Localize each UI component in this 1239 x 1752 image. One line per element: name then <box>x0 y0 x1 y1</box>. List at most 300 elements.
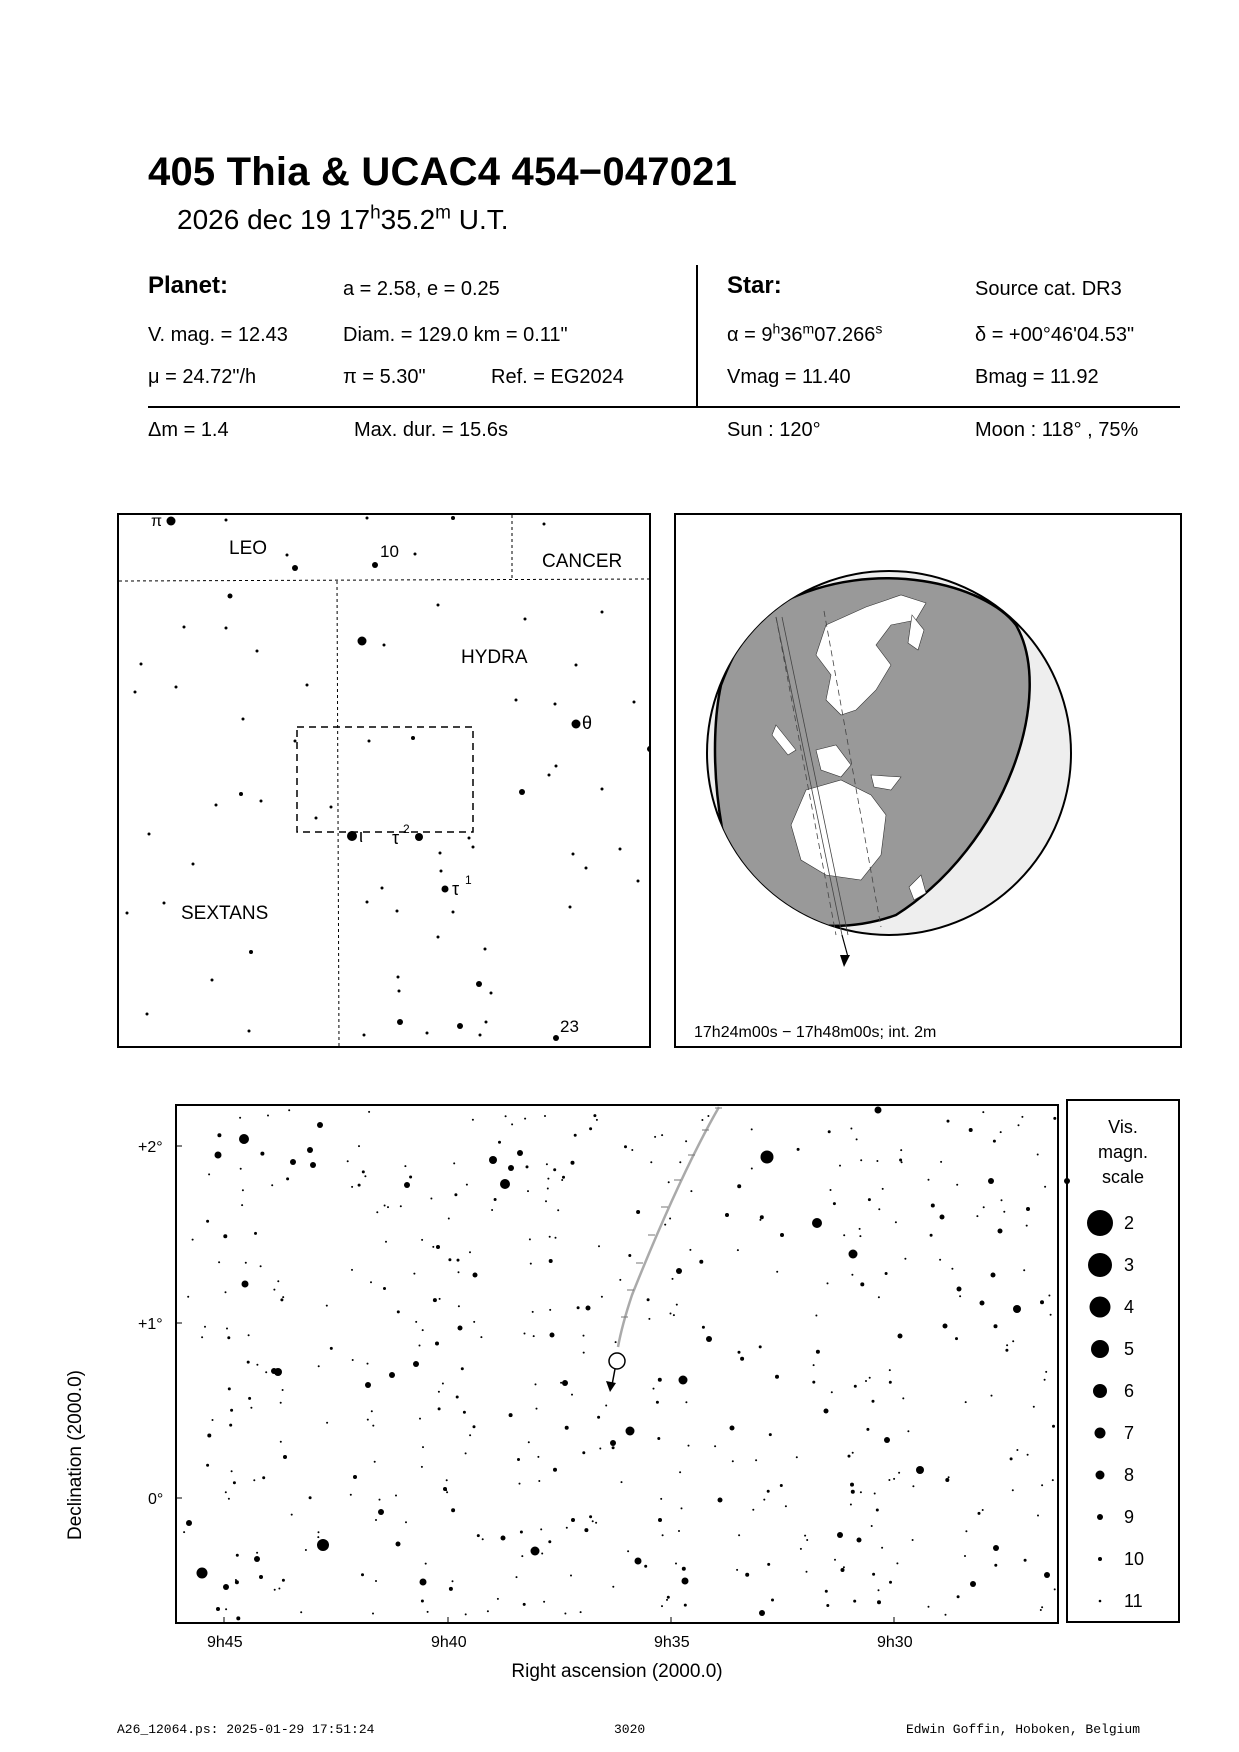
faint-star <box>415 1321 417 1323</box>
faint-star <box>662 1534 664 1536</box>
faint-star <box>256 1552 258 1554</box>
mag-6: 6 <box>1124 1381 1135 1401</box>
faint-star <box>521 1555 523 1557</box>
faint-star <box>248 1334 250 1336</box>
faint-star <box>615 1341 617 1343</box>
faint-star <box>714 1445 716 1447</box>
faint-star <box>448 1258 451 1261</box>
faint-star <box>624 1145 627 1148</box>
faint-star <box>679 1471 681 1473</box>
faint-star <box>860 1491 862 1493</box>
target-star-marker <box>609 1353 625 1369</box>
star-bmag: Bmag = 11.92 <box>975 366 1099 388</box>
faint-star <box>225 1491 227 1493</box>
magnitude-drop: Δm = 1.4 <box>148 419 229 441</box>
faint-star <box>253 1479 255 1481</box>
faint-star <box>619 1279 621 1281</box>
faint-star <box>549 1236 551 1238</box>
faint-star <box>978 1512 981 1515</box>
globe-caption: 17h24m00s − 17h48m00s; int. 2m <box>694 1024 937 1041</box>
faint-star <box>519 1483 521 1485</box>
faint-star <box>881 1547 883 1549</box>
faint-star <box>1053 1117 1056 1120</box>
faint-star <box>816 1350 820 1354</box>
faint-star <box>350 1494 352 1496</box>
faint-star <box>566 1527 568 1529</box>
faint-star <box>305 1549 307 1551</box>
faint-star <box>771 1599 774 1602</box>
faint-star <box>688 1445 690 1447</box>
faint-star <box>227 1336 230 1339</box>
faint-star <box>1021 1116 1023 1118</box>
faint-star <box>872 1573 875 1576</box>
faint-star <box>397 1310 400 1313</box>
faint-star <box>815 1315 817 1317</box>
faint-star <box>494 1198 497 1201</box>
mag-7: 7 <box>1124 1423 1135 1443</box>
faint-star <box>852 1452 854 1454</box>
sun-elongation: Sun : 120° <box>727 419 821 441</box>
faint-star <box>912 1539 914 1541</box>
label-tau1: τ <box>452 879 460 899</box>
faint-star <box>732 1460 734 1462</box>
faint-star <box>596 1119 598 1121</box>
faint-star <box>438 1391 440 1393</box>
faint-star <box>901 1161 903 1163</box>
faint-star <box>653 1388 655 1390</box>
faint-star <box>562 1176 565 1179</box>
mag-4: 4 <box>1124 1297 1135 1317</box>
planet-vmag: V. mag. = 12.43 <box>148 324 288 346</box>
boundary-sextans-hydra <box>337 581 339 1046</box>
faint-star <box>367 1363 369 1365</box>
faint-star <box>273 1289 275 1291</box>
faint-star <box>760 1215 764 1219</box>
faint-star <box>876 1509 879 1512</box>
faint-star <box>661 1605 663 1607</box>
faint-star <box>928 1606 930 1608</box>
faint-star <box>448 1218 450 1220</box>
faint-star <box>860 1159 862 1161</box>
mag-11: 11 <box>1124 1591 1143 1611</box>
planet-reference: Ref. = EG2024 <box>491 366 624 388</box>
faint-star <box>326 1305 328 1307</box>
faint-star <box>235 1580 239 1584</box>
faint-star <box>461 1367 464 1370</box>
faint-star <box>212 1419 214 1421</box>
faint-star <box>570 1575 572 1577</box>
faint-star <box>699 1260 703 1264</box>
star-heading: Star: <box>727 272 782 299</box>
faint-star <box>636 1210 640 1214</box>
faint-star <box>940 1161 942 1163</box>
faint-star <box>759 1219 761 1221</box>
faint-star <box>330 1347 333 1350</box>
faint-star <box>1052 1479 1054 1481</box>
faint-star <box>751 1128 753 1130</box>
faint-star <box>204 1326 206 1328</box>
faint-star <box>872 1400 875 1403</box>
label-10: 10 <box>380 542 399 561</box>
faint-star <box>487 1610 489 1612</box>
faint-star <box>876 1160 878 1162</box>
faint-star <box>1012 1340 1014 1342</box>
faint-star <box>1023 1269 1025 1271</box>
magnitude-scale <box>1066 1099 1180 1623</box>
faint-star <box>650 1161 652 1163</box>
faint-star <box>589 1127 592 1130</box>
faint-star <box>589 1515 592 1518</box>
faint-star <box>1000 1131 1002 1133</box>
faint-star <box>664 1224 666 1226</box>
faint-star <box>993 1140 996 1143</box>
star-iota-hydrae <box>347 831 357 841</box>
faint-star <box>271 1184 273 1186</box>
faint-star <box>374 1461 376 1463</box>
faint-star <box>282 1389 284 1391</box>
faint-star <box>593 1114 596 1117</box>
faint-star <box>236 1616 240 1620</box>
faint-star <box>1018 1124 1020 1126</box>
faint-star <box>675 1563 677 1565</box>
faint-star <box>1045 1371 1047 1373</box>
faint-star <box>1044 1186 1046 1188</box>
faint-star <box>236 1554 239 1557</box>
faint-star <box>598 1245 600 1247</box>
faint-star <box>797 1148 800 1151</box>
faint-star <box>541 1553 543 1555</box>
detail-plot-frame <box>176 1105 1058 1623</box>
y-axis-label: Declination (2000.0) <box>65 1369 86 1541</box>
label-sextans: SEXTANS <box>181 903 269 924</box>
faint-star <box>231 1470 233 1472</box>
faint-star <box>278 1588 280 1590</box>
faint-star <box>404 1165 406 1167</box>
faint-star <box>526 1165 529 1168</box>
star-source-catalog: Source cat. DR3 <box>975 278 1122 300</box>
faint-star <box>201 1336 203 1338</box>
max-duration: Max. dur. = 15.6s <box>354 419 508 441</box>
faint-star <box>242 1189 244 1191</box>
mag-5: 5 <box>1124 1339 1135 1359</box>
faint-star <box>583 1352 585 1354</box>
faint-star <box>358 1184 361 1187</box>
motion-arrow-icon <box>606 1381 616 1392</box>
faint-star <box>260 1265 262 1267</box>
faint-star <box>679 1161 681 1163</box>
faint-star <box>983 1206 985 1208</box>
star-theta-hydrae <box>572 720 581 729</box>
faint-star <box>871 1525 873 1527</box>
faint-star <box>326 1422 328 1424</box>
x-tick-9h40: 9h40 <box>431 1634 467 1651</box>
mag-scale-dots <box>1068 1101 1178 1621</box>
faint-star <box>536 1408 538 1410</box>
faint-star <box>520 1531 523 1534</box>
faint-star <box>878 1589 880 1591</box>
faint-star <box>755 1459 757 1461</box>
faint-star <box>592 1520 594 1522</box>
star-10-leo <box>372 562 378 568</box>
faint-star <box>229 1424 232 1427</box>
faint-star <box>473 1425 476 1428</box>
faint-star <box>547 1188 549 1190</box>
mag-scale-title-1: Vis. <box>1108 1117 1138 1137</box>
faint-star <box>928 1179 930 1181</box>
faint-star <box>856 1138 858 1140</box>
detail-field-box <box>297 727 473 832</box>
label-cancer: CANCER <box>542 551 623 572</box>
faint-star <box>737 1249 739 1251</box>
faint-star <box>248 1397 251 1400</box>
faint-star <box>318 1365 320 1367</box>
faint-star <box>785 1505 787 1507</box>
faint-star <box>425 1563 427 1565</box>
x-tick-9h35: 9h35 <box>654 1634 690 1651</box>
faint-star <box>826 1604 829 1607</box>
faint-star <box>469 1434 471 1436</box>
faint-star <box>806 1571 808 1573</box>
boundary-leo-hydra <box>119 579 649 581</box>
asteroid-track <box>618 1107 719 1347</box>
faint-star <box>1003 1211 1005 1213</box>
faint-star <box>192 1239 194 1241</box>
faint-star <box>351 1186 353 1188</box>
faint-star <box>948 1476 950 1478</box>
faint-star <box>1016 1449 1018 1451</box>
faint-star <box>902 1397 904 1399</box>
faint-star <box>247 1361 250 1364</box>
faint-star <box>208 1173 210 1175</box>
label-iota: ι <box>359 826 363 846</box>
faint-star <box>457 1259 460 1262</box>
faint-star <box>878 1208 880 1210</box>
faint-star <box>839 1165 841 1167</box>
faint-star <box>421 1466 423 1468</box>
faint-star <box>780 1484 783 1487</box>
faint-star <box>300 1611 302 1613</box>
star-23-hydrae <box>553 1035 559 1041</box>
field-stars <box>186 1107 1070 1617</box>
faint-star <box>282 1296 284 1298</box>
faint-star <box>931 1204 935 1208</box>
faint-star <box>547 1178 549 1180</box>
header-divider <box>696 265 698 407</box>
faint-star <box>1040 1300 1044 1304</box>
faint-star <box>516 1576 518 1578</box>
faint-star <box>553 1168 556 1171</box>
faint-star <box>1041 1606 1043 1608</box>
faint-star <box>206 1464 209 1467</box>
faint-star <box>834 1559 836 1561</box>
faint-star <box>1054 1588 1056 1590</box>
moon-info: Moon : 118° , 75% <box>975 419 1139 441</box>
y-tick-0: 0° <box>148 1491 164 1508</box>
faint-star <box>435 1342 439 1346</box>
faint-star <box>669 1218 671 1220</box>
faint-star <box>216 1607 220 1611</box>
label-23: 23 <box>560 1017 579 1036</box>
faint-star <box>740 1357 744 1361</box>
faint-star <box>419 1345 421 1347</box>
faint-star <box>869 1377 871 1379</box>
label-theta: θ <box>582 713 593 733</box>
faint-star <box>225 1291 227 1293</box>
faint-star <box>564 1613 566 1615</box>
faint-star <box>597 1416 600 1419</box>
finder-chart-svg <box>119 515 649 1046</box>
faint-star <box>631 1149 633 1151</box>
faint-star <box>352 1359 354 1361</box>
x-axis-label: Right ascension (2000.0) <box>511 1661 723 1682</box>
faint-star <box>685 1140 687 1142</box>
faint-star <box>561 1179 563 1181</box>
faint-star <box>480 1336 482 1338</box>
footer-file: A26_12064.ps: 2025-01-29 17:51:24 <box>117 1722 375 1737</box>
faint-star <box>678 1530 680 1532</box>
y-tick-plus1: +1° <box>138 1316 163 1333</box>
constellation-boundaries <box>119 515 649 1046</box>
faint-star <box>239 1117 241 1119</box>
header-rule <box>148 406 1180 408</box>
faint-star <box>491 1209 493 1211</box>
faint-star <box>372 1425 374 1427</box>
faint-star <box>477 1534 480 1537</box>
label-tau2: τ <box>392 828 400 848</box>
faint-star <box>1001 1199 1003 1201</box>
faint-star <box>497 1598 499 1600</box>
faint-star <box>982 1509 984 1511</box>
faint-star <box>351 1269 353 1271</box>
faint-star <box>451 1508 455 1512</box>
faint-star <box>644 1565 647 1568</box>
label-tau1-index: 1 <box>465 873 472 887</box>
faint-star <box>1052 1425 1055 1428</box>
faint-star <box>509 1413 513 1417</box>
faint-star <box>580 1611 582 1613</box>
faint-star <box>670 1313 672 1315</box>
faint-star <box>666 1599 668 1601</box>
faint-star <box>384 1205 386 1207</box>
star-tau1-hydrae <box>442 886 449 893</box>
faint-star <box>463 1411 466 1414</box>
faint-star <box>456 1396 459 1399</box>
faint-star <box>362 1170 365 1173</box>
faint-star <box>904 1258 906 1260</box>
faint-star <box>445 1489 447 1491</box>
faint-star <box>964 1555 966 1557</box>
faint-star <box>571 1394 573 1396</box>
faint-star <box>422 1446 424 1448</box>
faint-star <box>865 1380 867 1382</box>
y-tick-plus2: +2° <box>138 1139 163 1156</box>
label-hydra: HYDRA <box>461 647 528 668</box>
faint-star <box>280 1402 282 1404</box>
star-pi-leo <box>167 517 176 526</box>
faint-star <box>668 1181 670 1183</box>
faint-star <box>413 1273 415 1275</box>
path-arrow-icon <box>840 955 850 967</box>
faint-star <box>254 1232 257 1235</box>
star-declination: δ = +00°46'04.53" <box>975 324 1135 346</box>
faint-star <box>878 1296 880 1298</box>
faint-star <box>584 1528 588 1532</box>
mag-2: 2 <box>1124 1213 1135 1233</box>
faint-star <box>895 1221 897 1223</box>
faint-star <box>280 1441 282 1443</box>
faint-star <box>866 1428 869 1431</box>
faint-star <box>1040 1609 1042 1611</box>
faint-star <box>828 1130 831 1133</box>
faint-star <box>673 1314 675 1316</box>
faint-star <box>899 1159 902 1162</box>
faint-star <box>540 1528 542 1530</box>
faint-star <box>432 1246 434 1248</box>
faint-star <box>358 1145 360 1147</box>
faint-star <box>395 1495 397 1497</box>
faint-stars <box>183 1109 1056 1620</box>
faint-star <box>701 1119 703 1121</box>
footer-page: 3020 <box>614 1722 646 1737</box>
planet-motion: μ = 24.72"/h <box>148 366 257 388</box>
faint-star <box>965 1401 967 1403</box>
faint-star <box>545 1200 547 1202</box>
faint-star <box>543 1601 545 1603</box>
faint-star <box>605 1405 607 1407</box>
faint-star <box>527 1190 529 1192</box>
faint-star <box>1037 1154 1039 1156</box>
faint-star <box>1026 1225 1028 1227</box>
faint-star <box>833 1202 836 1205</box>
faint-star <box>482 1538 484 1540</box>
faint-star <box>528 1441 530 1443</box>
faint-star <box>317 1536 319 1538</box>
x-tick-9h30: 9h30 <box>877 1634 913 1651</box>
faint-star <box>599 1448 601 1450</box>
faint-star <box>511 1123 513 1125</box>
faint-star <box>371 1410 373 1412</box>
faint-star <box>387 1206 389 1208</box>
faint-star <box>930 1234 933 1237</box>
faint-star <box>523 1603 526 1606</box>
faint-star <box>533 1335 535 1337</box>
x-tick-9h45: 9h45 <box>207 1634 243 1651</box>
faint-star <box>1048 1295 1050 1297</box>
faint-star <box>400 1205 402 1207</box>
faint-star <box>813 1364 815 1366</box>
faint-star <box>843 1234 845 1236</box>
faint-star <box>689 1249 691 1251</box>
faint-star <box>956 1184 958 1186</box>
faint-star <box>1010 1457 1013 1460</box>
faint-star <box>241 1204 243 1206</box>
page-title: 405 Thia & UCAC4 454−047021 <box>148 150 738 194</box>
faint-star <box>738 1351 741 1354</box>
faint-star <box>538 1480 540 1482</box>
faint-star <box>831 1391 833 1393</box>
faint-star <box>370 1281 372 1283</box>
faint-star <box>187 1296 189 1298</box>
faint-star <box>806 1539 808 1541</box>
faint-star <box>245 1262 247 1264</box>
faint-star <box>262 1476 265 1479</box>
faint-star <box>446 1491 448 1493</box>
faint-star <box>375 1519 377 1521</box>
faint-star <box>433 1298 437 1302</box>
faint-star <box>848 1455 851 1458</box>
faint-star <box>595 1522 597 1524</box>
mag-3: 3 <box>1124 1255 1135 1275</box>
